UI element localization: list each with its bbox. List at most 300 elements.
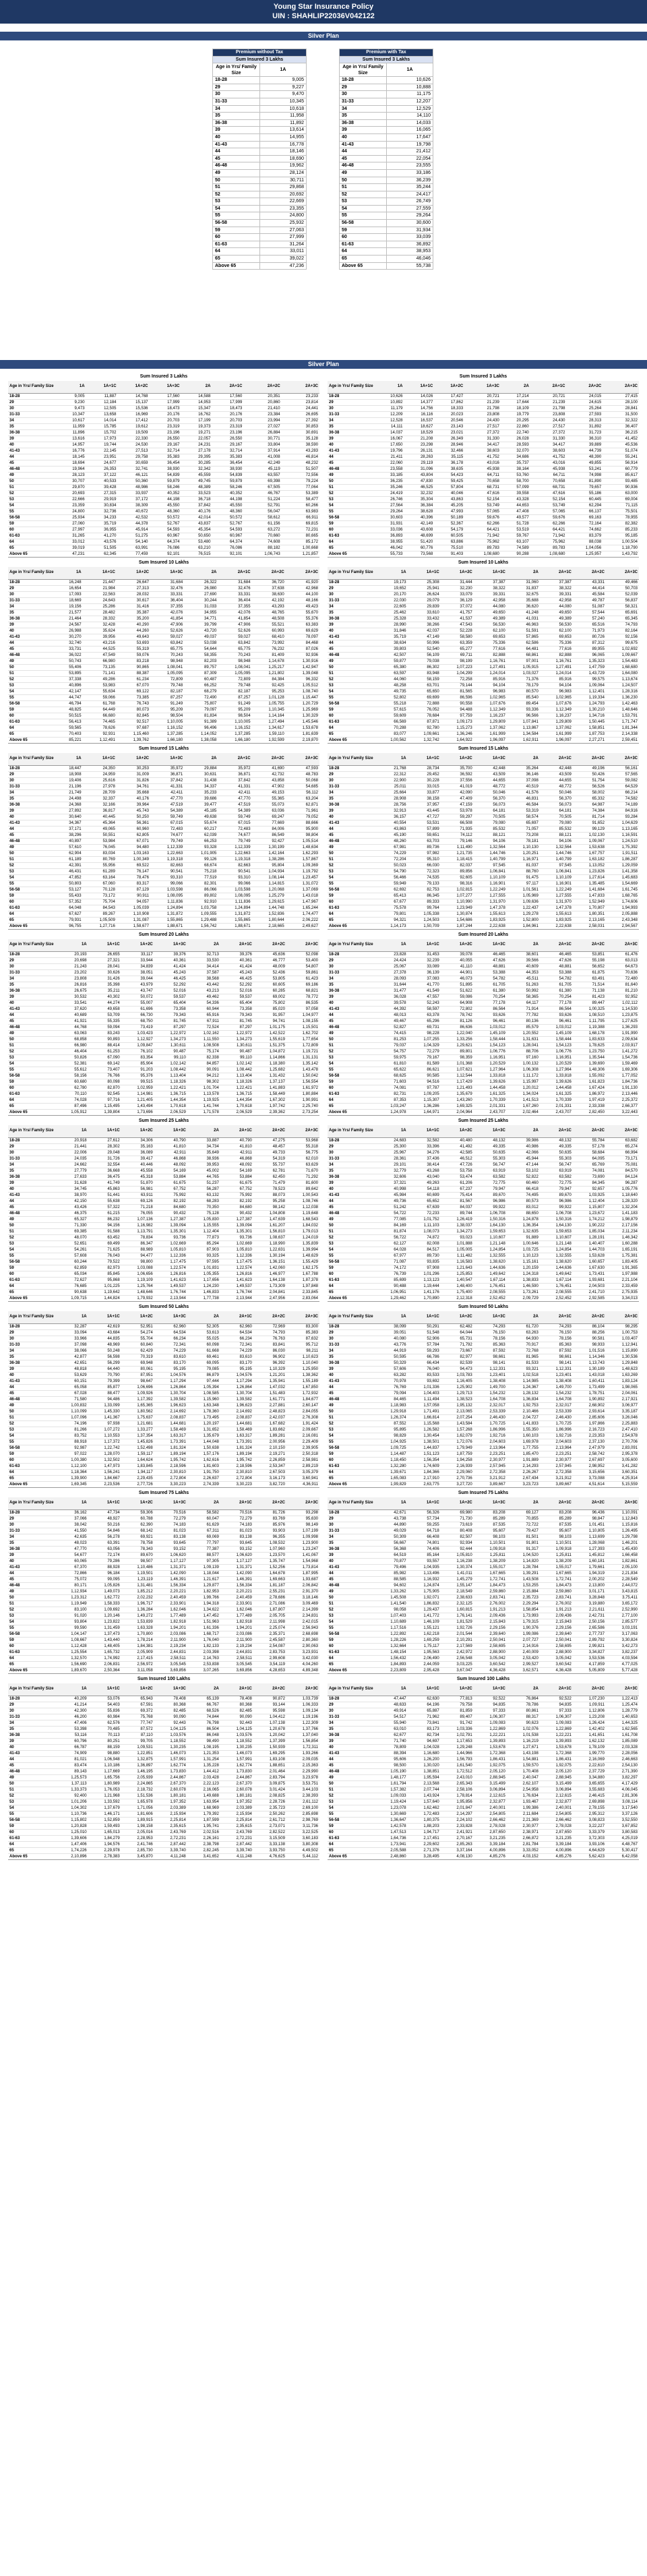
premium-cell: 17,650 xyxy=(375,442,404,448)
premium-cell: 1,00,543 xyxy=(286,1192,319,1198)
premium-cell: 52,292 xyxy=(154,982,187,988)
premium-cell: 1,43,260 xyxy=(441,1097,474,1103)
premium-cell: 62,586 xyxy=(507,640,540,646)
premium-cell: 49,263 xyxy=(408,1180,441,1186)
premium-cell: 49,466 xyxy=(606,579,639,585)
premium-cell: 88,577 xyxy=(187,1552,220,1558)
premium-cell: 3,42,273 xyxy=(606,1643,639,1649)
premium-cell: 1,09,067 xyxy=(573,838,606,844)
age-cell: 51 xyxy=(8,1228,55,1234)
premium-cell: 1,28,132 xyxy=(507,1390,540,1396)
premium-cell: 1,09,139 xyxy=(187,1564,220,1570)
premium-cell: 88,317 xyxy=(507,1714,540,1720)
premium-cell: 1,67,424 xyxy=(573,1085,606,1091)
premium-cell: 44,890 xyxy=(375,1522,408,1528)
age-cell: 34 xyxy=(8,417,55,423)
premium-cell: 1,06,948 xyxy=(88,1756,121,1762)
age-cell: 51 xyxy=(328,856,375,862)
premium-cell: 1,17,653 xyxy=(441,1738,474,1744)
table-row xyxy=(8,1210,319,1216)
premium-cell: 1,53,638 xyxy=(573,844,606,850)
age-cell: 64 xyxy=(328,911,375,917)
premium-cell: 55,521 xyxy=(252,622,286,628)
table-row xyxy=(328,1643,639,1649)
premium-cell: 99,129 xyxy=(573,826,606,832)
premium-cell: 1,06,841 xyxy=(540,868,573,874)
table-row xyxy=(8,634,319,640)
premium-cell: 72,768 xyxy=(507,1348,540,1354)
premium-cell: 2,33,845 xyxy=(286,1289,319,1295)
premium-cell: 42,958 xyxy=(540,597,573,603)
premium-cell: 30,659 xyxy=(118,460,150,466)
column-header: 1A+2C xyxy=(441,939,474,951)
table-row xyxy=(328,1329,639,1336)
table-row xyxy=(8,1720,319,1726)
premium-cell: 97,545 xyxy=(540,862,573,868)
age-cell: 49 xyxy=(328,1402,375,1408)
premium-cell: 50,595 xyxy=(375,1354,408,1360)
premium-cell: 1,45,430 xyxy=(606,1546,639,1552)
table-row xyxy=(8,1024,319,1030)
premium-cell: 31,009 xyxy=(117,771,150,777)
age-cell: 29 xyxy=(328,399,375,405)
premium-cell: 90,091 xyxy=(187,1067,220,1073)
premium-cell: 1,02,791 xyxy=(441,1732,474,1738)
premium-cell: 37,842 xyxy=(181,502,212,508)
table-row xyxy=(328,1240,639,1247)
premium-cell: 61,705 xyxy=(474,982,507,988)
premium-cell: 41,019 xyxy=(441,783,474,789)
table-row xyxy=(8,1835,319,1841)
table-row xyxy=(328,417,639,423)
premium-cell: 1,45,330 xyxy=(88,1408,121,1414)
age-cell: 59 xyxy=(8,707,55,713)
premium-cell: 2,83,091 xyxy=(606,1445,639,1451)
premium-cell: 64,930 xyxy=(507,1336,540,1342)
premium-cell: 79,144 xyxy=(441,682,474,688)
premium-cell: 30,707 xyxy=(55,478,86,484)
premium-cell: 1,30,329 xyxy=(286,713,319,719)
premium-cell: 2,95,428 xyxy=(408,1667,441,1673)
premium-cell: 1,41,011 xyxy=(441,1570,474,1576)
premium-cell: 59,749 xyxy=(218,814,251,820)
premium-cell: 4,36,428 xyxy=(540,1667,573,1673)
table-row xyxy=(8,1283,319,1289)
premium-cell: 1,57,867 xyxy=(286,856,319,862)
age-cell: 49 xyxy=(213,169,260,177)
table-row xyxy=(213,241,307,248)
premium-cell: 1,61,336 xyxy=(187,1625,220,1631)
premium-cell: 9,473 xyxy=(55,405,86,411)
premium-cell: 1,68,717 xyxy=(187,1631,220,1637)
premium-cell: 3,17,540 xyxy=(606,1805,639,1811)
premium-cell: 41,550 xyxy=(55,1528,88,1534)
premium-cell: 1,54,736 xyxy=(606,1054,639,1060)
column-header: 1A+1C xyxy=(83,753,117,765)
premium-cell: 1,32,502 xyxy=(88,1457,121,1463)
premium-cell: 61,215 xyxy=(88,1210,121,1216)
table-row xyxy=(340,234,433,241)
premium-cell: 61,423 xyxy=(286,976,319,982)
age-cell: 45 xyxy=(8,1018,55,1024)
premium-cell: 14,756 xyxy=(404,405,434,411)
premium-cell: 27,315 xyxy=(86,490,118,496)
premium-cell: 1,96,623 xyxy=(220,1402,253,1408)
premium-cell: 38,601 xyxy=(507,951,540,957)
premium-cell: 2,56,943 xyxy=(286,1625,319,1631)
age-cell: 50 xyxy=(328,1594,375,1600)
premium-cell: 23,298 xyxy=(404,442,434,448)
premium-cell: 1,70,339 xyxy=(540,1097,573,1103)
table-row xyxy=(8,1702,319,1708)
premium-cell: 74,196 xyxy=(55,1420,88,1427)
premium-cell: 2,32,125 xyxy=(441,1600,474,1607)
premium-cell: 1,46,073 xyxy=(154,1750,187,1756)
premium-cell: 35,624 xyxy=(83,628,117,634)
premium-cell: 53,319 xyxy=(507,808,540,814)
premium-cell: 1,32,564 xyxy=(540,844,573,850)
premium-cell: 1,64,678 xyxy=(253,1570,286,1576)
table-row xyxy=(328,893,639,899)
premium-cell: 24,350 xyxy=(83,765,117,771)
premium-cell: 50,743 xyxy=(55,658,83,664)
premium-cell: 69,385 xyxy=(55,1228,88,1234)
age-cell: 54 xyxy=(328,874,375,880)
premium-cell: 1,78,751 xyxy=(573,1390,606,1396)
age-cell: 34 xyxy=(8,1534,55,1540)
table-row xyxy=(328,1354,639,1360)
premium-cell: 33,396 xyxy=(408,1143,441,1149)
premium-cell: 1,60,411 xyxy=(573,1378,606,1384)
premium-cell: 49,855 xyxy=(567,460,603,466)
sum-insured-block xyxy=(8,1117,319,1300)
premium-cell: 76,798 xyxy=(187,1720,220,1726)
premium-cell: 85,699 xyxy=(375,1277,408,1283)
premium-cell: 3,43,815 xyxy=(606,1588,639,1594)
premium-cell: 95,195 xyxy=(220,1366,253,1372)
premium-cell: 79,343 xyxy=(220,1012,253,1018)
premium-cell: 1,80,644 xyxy=(252,917,286,923)
premium-cell: 1,77,738 xyxy=(187,1295,220,1301)
sum-insured-block xyxy=(328,559,639,742)
premium-cell: 79,085 xyxy=(187,1366,220,1372)
table-row xyxy=(328,868,639,874)
premium-cell: 2,03,389 xyxy=(154,1805,187,1811)
premium-cell: 86,345 xyxy=(408,893,441,899)
premium-cell: 2,49,627 xyxy=(286,923,319,929)
premium-cell: 1,01,451 xyxy=(573,1522,606,1528)
premium-cell: 1,30,536 xyxy=(606,1354,639,1360)
premium-cell: 1,03,407 xyxy=(606,1336,639,1342)
premium-cell: 1,08,508 xyxy=(187,1042,220,1048)
age-cell: 53 xyxy=(328,1799,375,1805)
premium-cell: 32,714 xyxy=(212,448,243,454)
premium-cell: 39,019 xyxy=(55,545,86,551)
premium-cell: 40,209 xyxy=(55,1696,88,1702)
premium-cell: 69,731 xyxy=(408,1024,441,1030)
premium-cell: 41,810 xyxy=(220,1143,253,1149)
premium-cell: 99,126 xyxy=(184,856,218,862)
premium-cell: 1,22,742 xyxy=(88,1445,121,1451)
age-cell: 56-58 xyxy=(328,514,375,520)
column-header: 2A+1C xyxy=(540,1683,573,1696)
premium-cell: 3,08,114 xyxy=(606,1799,639,1805)
premium-cell: 1,53,839 xyxy=(121,1619,154,1625)
premium-cell: 38,970 xyxy=(55,1192,88,1198)
premium-cell: 79,286 xyxy=(88,1558,121,1564)
premium-cell: 32,713 xyxy=(187,951,220,957)
premium-cell: 58,321 xyxy=(606,603,639,609)
premium-cell: 2,50,364 xyxy=(88,1667,121,1673)
age-cell: 40 xyxy=(328,814,375,820)
premium-cell: 71,942 xyxy=(530,533,567,539)
premium-cell: 33,432 xyxy=(408,616,441,622)
age-header: Age in Yrs/ Family Size xyxy=(328,1311,375,1323)
premium-cell: 1,42,463 xyxy=(606,700,639,707)
table-row xyxy=(8,899,319,905)
premium-cell: 16,065 xyxy=(387,127,433,134)
premium-cell: 67,370 xyxy=(55,1564,88,1570)
premium-cell: 93,835 xyxy=(408,1259,441,1265)
age-cell: 36-38 xyxy=(8,429,55,436)
premium-cell: 1,62,079 xyxy=(441,1433,474,1439)
age-cell: 36-38 xyxy=(328,1360,375,1366)
premium-cell: 88,182 xyxy=(243,545,281,551)
table-header-row xyxy=(328,1311,639,1323)
premium-cell: 1,23,875 xyxy=(606,1012,639,1018)
premium-cell: 81,023 xyxy=(154,1528,187,1534)
premium-cell: 1,45,109 xyxy=(474,1030,507,1036)
premium-cell: 81,600 xyxy=(286,1180,319,1186)
table-row xyxy=(328,658,639,664)
premium-cell: 2,01,464 xyxy=(253,1768,286,1774)
premium-cell: 1,87,599 xyxy=(187,1817,220,1823)
premium-cell: 1,61,207 xyxy=(253,1222,286,1228)
age-cell: 45 xyxy=(328,460,375,466)
premium-cell: 56,652 xyxy=(573,963,606,969)
premium-cell: 1,59,653 xyxy=(474,1228,507,1234)
premium-cell: 1,91,213 xyxy=(474,1607,507,1613)
premium-cell: 1,37,679 xyxy=(88,1805,121,1811)
premium-cell: 3,60,542 xyxy=(474,1661,507,1667)
premium-cell: 2,00,202 xyxy=(573,1576,606,1582)
table-row xyxy=(213,148,307,156)
premium-cell: 97,908 xyxy=(408,1265,441,1271)
premium-cell: 1,41,744 xyxy=(187,1103,220,1109)
premium-cell: 1,24,318 xyxy=(507,1271,540,1277)
age-cell: 65 xyxy=(8,1289,55,1295)
table-row xyxy=(213,141,307,148)
premium-cell: 1,46,391 xyxy=(154,1576,187,1582)
premium-cell: 71,962 xyxy=(408,1714,441,1720)
premium-cell: 60,244 xyxy=(55,1259,88,1265)
premium-cell: 1,75,392 xyxy=(606,844,639,850)
table-row xyxy=(8,1768,319,1774)
table-row xyxy=(8,1079,319,1085)
premium-cell: 1,08,073 xyxy=(408,1228,441,1234)
premium-cell: 12,209 xyxy=(375,411,404,417)
premium-cell: 1,31,254 xyxy=(187,1756,220,1762)
table-row xyxy=(328,676,639,682)
premium-cell: 88,760 xyxy=(507,868,540,874)
age-cell: 55 xyxy=(8,1811,55,1817)
age-cell: 61-63 xyxy=(328,1091,375,1097)
premium-cell: 70,350 xyxy=(187,1204,220,1210)
premium-cell: 73,172 xyxy=(83,893,117,899)
premium-cell: 21,441 xyxy=(55,1143,88,1149)
premium-cell: 2,71,390 xyxy=(606,1768,639,1774)
premium-cell: 26,647 xyxy=(117,579,150,585)
table-row xyxy=(8,737,319,743)
premium-table xyxy=(328,753,639,930)
premium-cell: 1,86,996 xyxy=(540,1427,573,1433)
premium-cell: 1,25,217 xyxy=(252,664,286,670)
premium-cell: 31,330 xyxy=(464,436,501,442)
column-header: 1A+3C xyxy=(150,381,181,393)
table-row xyxy=(328,905,639,911)
table-row xyxy=(328,1342,639,1348)
premium-cell: 1,04,576 xyxy=(154,1372,187,1378)
premium-cell: 67,028 xyxy=(55,1390,88,1396)
premium-cell: 64,718 xyxy=(408,1528,441,1534)
table-row xyxy=(340,119,433,127)
premium-table xyxy=(8,1497,319,1674)
premium-cell: 42,732 xyxy=(252,771,286,777)
premium-cell: 62,127 xyxy=(375,1240,408,1247)
premium-cell: 86,564 xyxy=(540,1006,573,1012)
premium-cell: 14,768 xyxy=(118,393,150,399)
premium-cell: 1,66,180 xyxy=(150,737,184,743)
premium-cell: 17,647 xyxy=(387,133,433,141)
premium-cell: 2,08,555 xyxy=(474,1289,507,1295)
premium-cell: 62,960 xyxy=(220,1323,253,1329)
premium-cell: 82,888 xyxy=(474,652,507,658)
age-cell: 36-38 xyxy=(328,1546,375,1552)
premium-cell: 1,30,189 xyxy=(573,1366,606,1372)
premium-cell: 51,895 xyxy=(441,982,474,988)
premium-cell: 46,512 xyxy=(441,1156,474,1162)
premium-cell: 1,21,353 xyxy=(187,1750,220,1756)
premium-cell: 51,263 xyxy=(507,982,540,988)
premium-cell: 1,30,210 xyxy=(573,707,606,713)
premium-cell: 26,988 xyxy=(55,628,83,634)
premium-cell: 25,934 xyxy=(55,514,86,520)
table-row xyxy=(8,1348,319,1354)
premium-cell: 68,410 xyxy=(252,634,286,640)
premium-cell: 3,11,736 xyxy=(286,1823,319,1829)
premium-cell: 1,47,406 xyxy=(55,1841,88,1847)
table-subtitle: Sum Insured 3 Lakhs xyxy=(340,56,433,63)
premium-cell: 85,164 xyxy=(408,1552,441,1558)
premium-cell: 3,06,894 xyxy=(474,1787,507,1793)
premium-cell: 44,747 xyxy=(55,694,83,700)
premium-cell: 69,069 xyxy=(187,1534,220,1540)
premium-cell: 42,090 xyxy=(441,789,474,796)
age-cell: 64 xyxy=(213,248,260,256)
premium-cell: 40,986 xyxy=(507,1143,540,1149)
premium-cell: 23,555 xyxy=(387,162,433,170)
premium-cell: 1,30,704 xyxy=(154,1390,187,1396)
premium-cell: 33,185 xyxy=(375,472,404,478)
premium-cell: 3,07,265 xyxy=(187,1667,220,1673)
premium-cell: 88,121 xyxy=(474,832,507,838)
premium-cell: 2,41,921 xyxy=(441,1829,474,1835)
table-row xyxy=(328,1259,639,1265)
premium-cell: 23,196 xyxy=(150,429,181,436)
table-row xyxy=(340,177,433,184)
column-header: 2A xyxy=(187,1311,220,1323)
premium-cell: 23,359 xyxy=(55,502,86,508)
premium-cell: 3,15,656 xyxy=(573,1469,606,1475)
premium-cell: 1,28,779 xyxy=(606,1708,639,1714)
premium-cell: 56,370 xyxy=(540,796,573,802)
premium-cell: 1,22,631 xyxy=(253,1247,286,1253)
premium-cell: 3,01,424 xyxy=(253,1787,286,1793)
premium-cell: 1,03,423 xyxy=(121,1030,154,1036)
premium-cell: 72,524 xyxy=(187,1024,220,1030)
premium-cell: 45,938 xyxy=(530,466,567,472)
premium-cell: 63,036 xyxy=(252,808,286,814)
age-cell: 51 xyxy=(8,1042,55,1048)
premium-cell: 16,762 xyxy=(181,411,212,417)
table-row xyxy=(328,1570,639,1576)
premium-cell: 93,645 xyxy=(220,1540,253,1546)
age-header: Age in Yrs/ Family Size xyxy=(8,939,55,951)
premium-table xyxy=(8,1125,319,1302)
table-header-row xyxy=(8,753,319,765)
premium-cell: 76,766 xyxy=(88,1073,121,1079)
premium-cell: 1,98,879 xyxy=(606,1216,639,1222)
premium-cell: 67,237 xyxy=(441,1186,474,1192)
premium-cell: 24,430 xyxy=(530,417,567,423)
premium-cell: 25,067 xyxy=(375,963,408,969)
premium-cell: 38,634 xyxy=(375,640,408,646)
table-row xyxy=(8,429,319,436)
premium-cell: 71,792 xyxy=(441,1342,474,1348)
premium-cell: 1,14,678 xyxy=(252,658,286,664)
premium-cell: 70,917 xyxy=(507,1342,540,1348)
premium-cell: 1,21,681 xyxy=(121,1420,154,1427)
premium-cell: 1,44,458 xyxy=(474,1085,507,1091)
premium-cell: 59,306 xyxy=(121,1509,154,1516)
premium-cell: 1,69,663 xyxy=(253,1576,286,1582)
premium-cell: 43,863 xyxy=(434,496,464,502)
premium-cell: 53,760 xyxy=(501,472,530,478)
table-row xyxy=(8,1433,319,1439)
premium-table xyxy=(328,939,639,1116)
table-row xyxy=(340,220,433,227)
premium-cell: 1,36,715 xyxy=(220,1091,253,1097)
premium-cell: 1,55,017 xyxy=(540,1564,573,1570)
premium-cell: 97,545 xyxy=(474,862,507,868)
table-row xyxy=(8,1625,319,1631)
premium-cell: 1,10,990 xyxy=(441,899,474,905)
premium-cell: 1,02,959 xyxy=(121,1085,154,1091)
table-row xyxy=(8,1162,319,1168)
premium-cell: 47,616 xyxy=(464,490,501,496)
premium-cell: 1,13,578 xyxy=(187,1091,220,1097)
age-cell: 39 xyxy=(8,1552,55,1558)
premium-cell: 54,677 xyxy=(55,1552,88,1558)
premium-cell: 1,38,058 xyxy=(184,737,218,743)
column-header: 1A+2C xyxy=(117,753,150,765)
premium-cell: 1,62,046 xyxy=(220,1607,253,1613)
premium-cell: 18,146 xyxy=(260,148,307,156)
premium-cell: 58,477 xyxy=(282,496,319,502)
premium-cell: 83,769 xyxy=(253,1516,286,1522)
premium-cell: 49,286 xyxy=(83,676,117,682)
premium-cell: 1,12,336 xyxy=(220,1253,253,1259)
